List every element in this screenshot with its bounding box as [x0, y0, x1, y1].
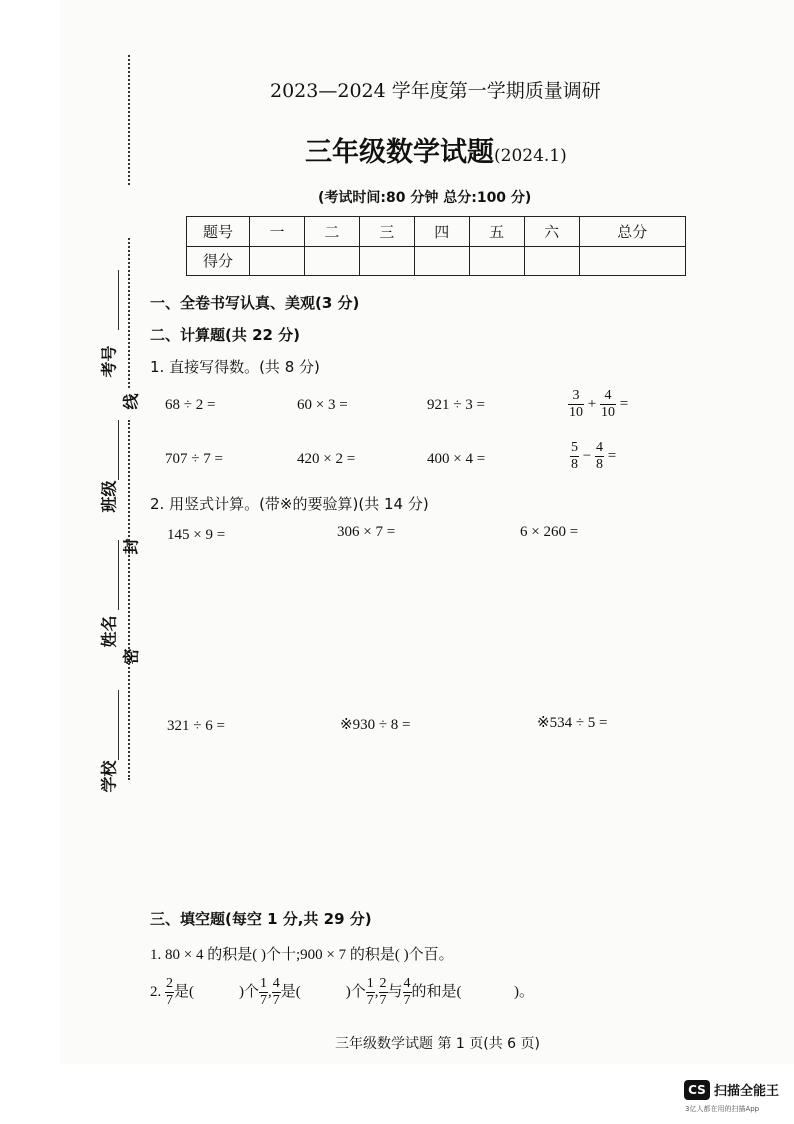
page-title: [305, 130, 567, 169]
vertical-calc-item: ※534 ÷ 5 =: [537, 715, 608, 731]
page-footer: 三年级数学试题 第 1 页(共 6 页): [335, 1036, 540, 1052]
score-input-cell[interactable]: [469, 246, 524, 276]
score-table: [186, 216, 686, 276]
exam-info: (考试时间:80 分钟 总分:100 分): [318, 190, 532, 206]
kaohao-line: [118, 270, 119, 330]
score-input-cell[interactable]: [414, 246, 469, 276]
dotted-margin-top: [128, 55, 130, 185]
score-cell: 得分: [187, 246, 250, 276]
fraction: $\frac{1}{7}$: [366, 976, 374, 1008]
score-cell: 四: [414, 217, 469, 247]
title-line1: 2023—2024 学年度第一学期质量调研: [270, 80, 601, 102]
fill-question-2: 2. $\frac{2}{7}$ 是( )个 $\frac{1}{7}$ , $\frac{4}{7}$ 是( )个 $\frac{1}{7}$ , $\frac{2}{7}$ 与 $\frac{4}{7}$ 的和是( )。: [150, 976, 535, 1008]
title-main: 三年级数学试题: [305, 137, 494, 168]
score-cell: 三: [359, 217, 414, 247]
score-input-cell[interactable]: [250, 246, 305, 276]
vertical-calc-item: 6 × 260 =: [520, 524, 579, 540]
fraction: $\frac{4}{10}$: [600, 388, 615, 420]
fill-question-1: 1. 80 × 4 的积是( )个十;900 × 7 的积是( )个百。: [150, 947, 454, 963]
fraction: $\frac{2}{7}$: [379, 976, 387, 1008]
vertical-calc-item: ※930 ÷ 8 =: [340, 717, 411, 733]
score-cell: 六: [524, 217, 579, 247]
section-1-heading: 一、全卷书写认真、美观(3 分): [150, 294, 360, 312]
xuexiao-line: [118, 690, 119, 760]
fraction: $\frac{4}{7}$: [272, 976, 280, 1008]
fraction: $\frac{2}{7}$: [166, 976, 173, 1008]
calc-item: 60 × 3 =: [297, 397, 348, 413]
section-3-heading: 三、填空题(每空 1 分,共 29 分): [150, 910, 372, 928]
score-input-cell[interactable]: [359, 246, 414, 276]
calc-item: 420 × 2 =: [297, 451, 356, 467]
fraction: $\frac{3}{10}$: [569, 388, 583, 420]
dotted-margin-mid: [128, 238, 130, 388]
score-input-cell[interactable]: [524, 246, 579, 276]
score-cell: 五: [469, 217, 524, 247]
margin-xuexiao: 学校: [99, 760, 119, 793]
score-input-cell[interactable]: [579, 246, 685, 276]
score-table-header-row: [187, 217, 686, 247]
vertical-calc-item: 306 × 7 =: [337, 524, 396, 540]
question-2-title: 2. 用竖式计算。(带※的要验算)(共 14 分): [150, 495, 429, 513]
score-cell: 总分: [579, 217, 685, 247]
banji-line: [118, 420, 119, 480]
margin-kaohao: 考号: [99, 345, 119, 378]
margin-xian: 线: [121, 393, 141, 410]
margin-mi: 密: [121, 648, 141, 665]
calc-item: 68 ÷ 2 =: [165, 397, 216, 413]
margin-xingming: 姓名: [99, 615, 119, 648]
score-table-score-row: [187, 246, 686, 276]
fraction-calc-1: $\frac{3}{10}$ + $\frac{4}{10}$ =: [569, 388, 629, 420]
title-date: (2024.1): [494, 146, 567, 166]
margin-banji: 班级: [99, 480, 119, 513]
fraction: $\frac{1}{7}$: [260, 976, 267, 1008]
question-1-title: 1. 直接写得数。(共 8 分): [150, 358, 320, 376]
camscanner-slogan: 3亿人都在用的扫描App: [685, 1105, 760, 1113]
score-cell: 题号: [187, 217, 250, 247]
camscanner-logo-text: 扫描全能王: [714, 1084, 780, 1099]
fraction: $\frac{5}{8}$: [571, 440, 578, 472]
score-cell: 二: [304, 217, 359, 247]
dotted-margin-bottom: [128, 420, 130, 780]
margin-feng: 封: [121, 538, 141, 555]
score-input-cell[interactable]: [304, 246, 359, 276]
calc-item: 400 × 4 =: [427, 451, 486, 467]
fraction-calc-2: $\frac{5}{8}$ − $\frac{4}{8}$ =: [571, 440, 617, 472]
camscanner-logo-icon: CS: [684, 1080, 710, 1100]
vertical-calc-item: 145 × 9 =: [167, 527, 226, 543]
fraction: $\frac{4}{7}$: [403, 976, 411, 1008]
section-2-heading: 二、计算题(共 22 分): [150, 326, 301, 344]
calc-item: 921 ÷ 3 =: [427, 397, 485, 413]
fraction: $\frac{4}{8}$: [595, 440, 603, 472]
calc-item: 707 ÷ 7 =: [165, 451, 223, 467]
vertical-calc-item: 321 ÷ 6 =: [167, 718, 225, 734]
score-cell: 一: [250, 217, 305, 247]
